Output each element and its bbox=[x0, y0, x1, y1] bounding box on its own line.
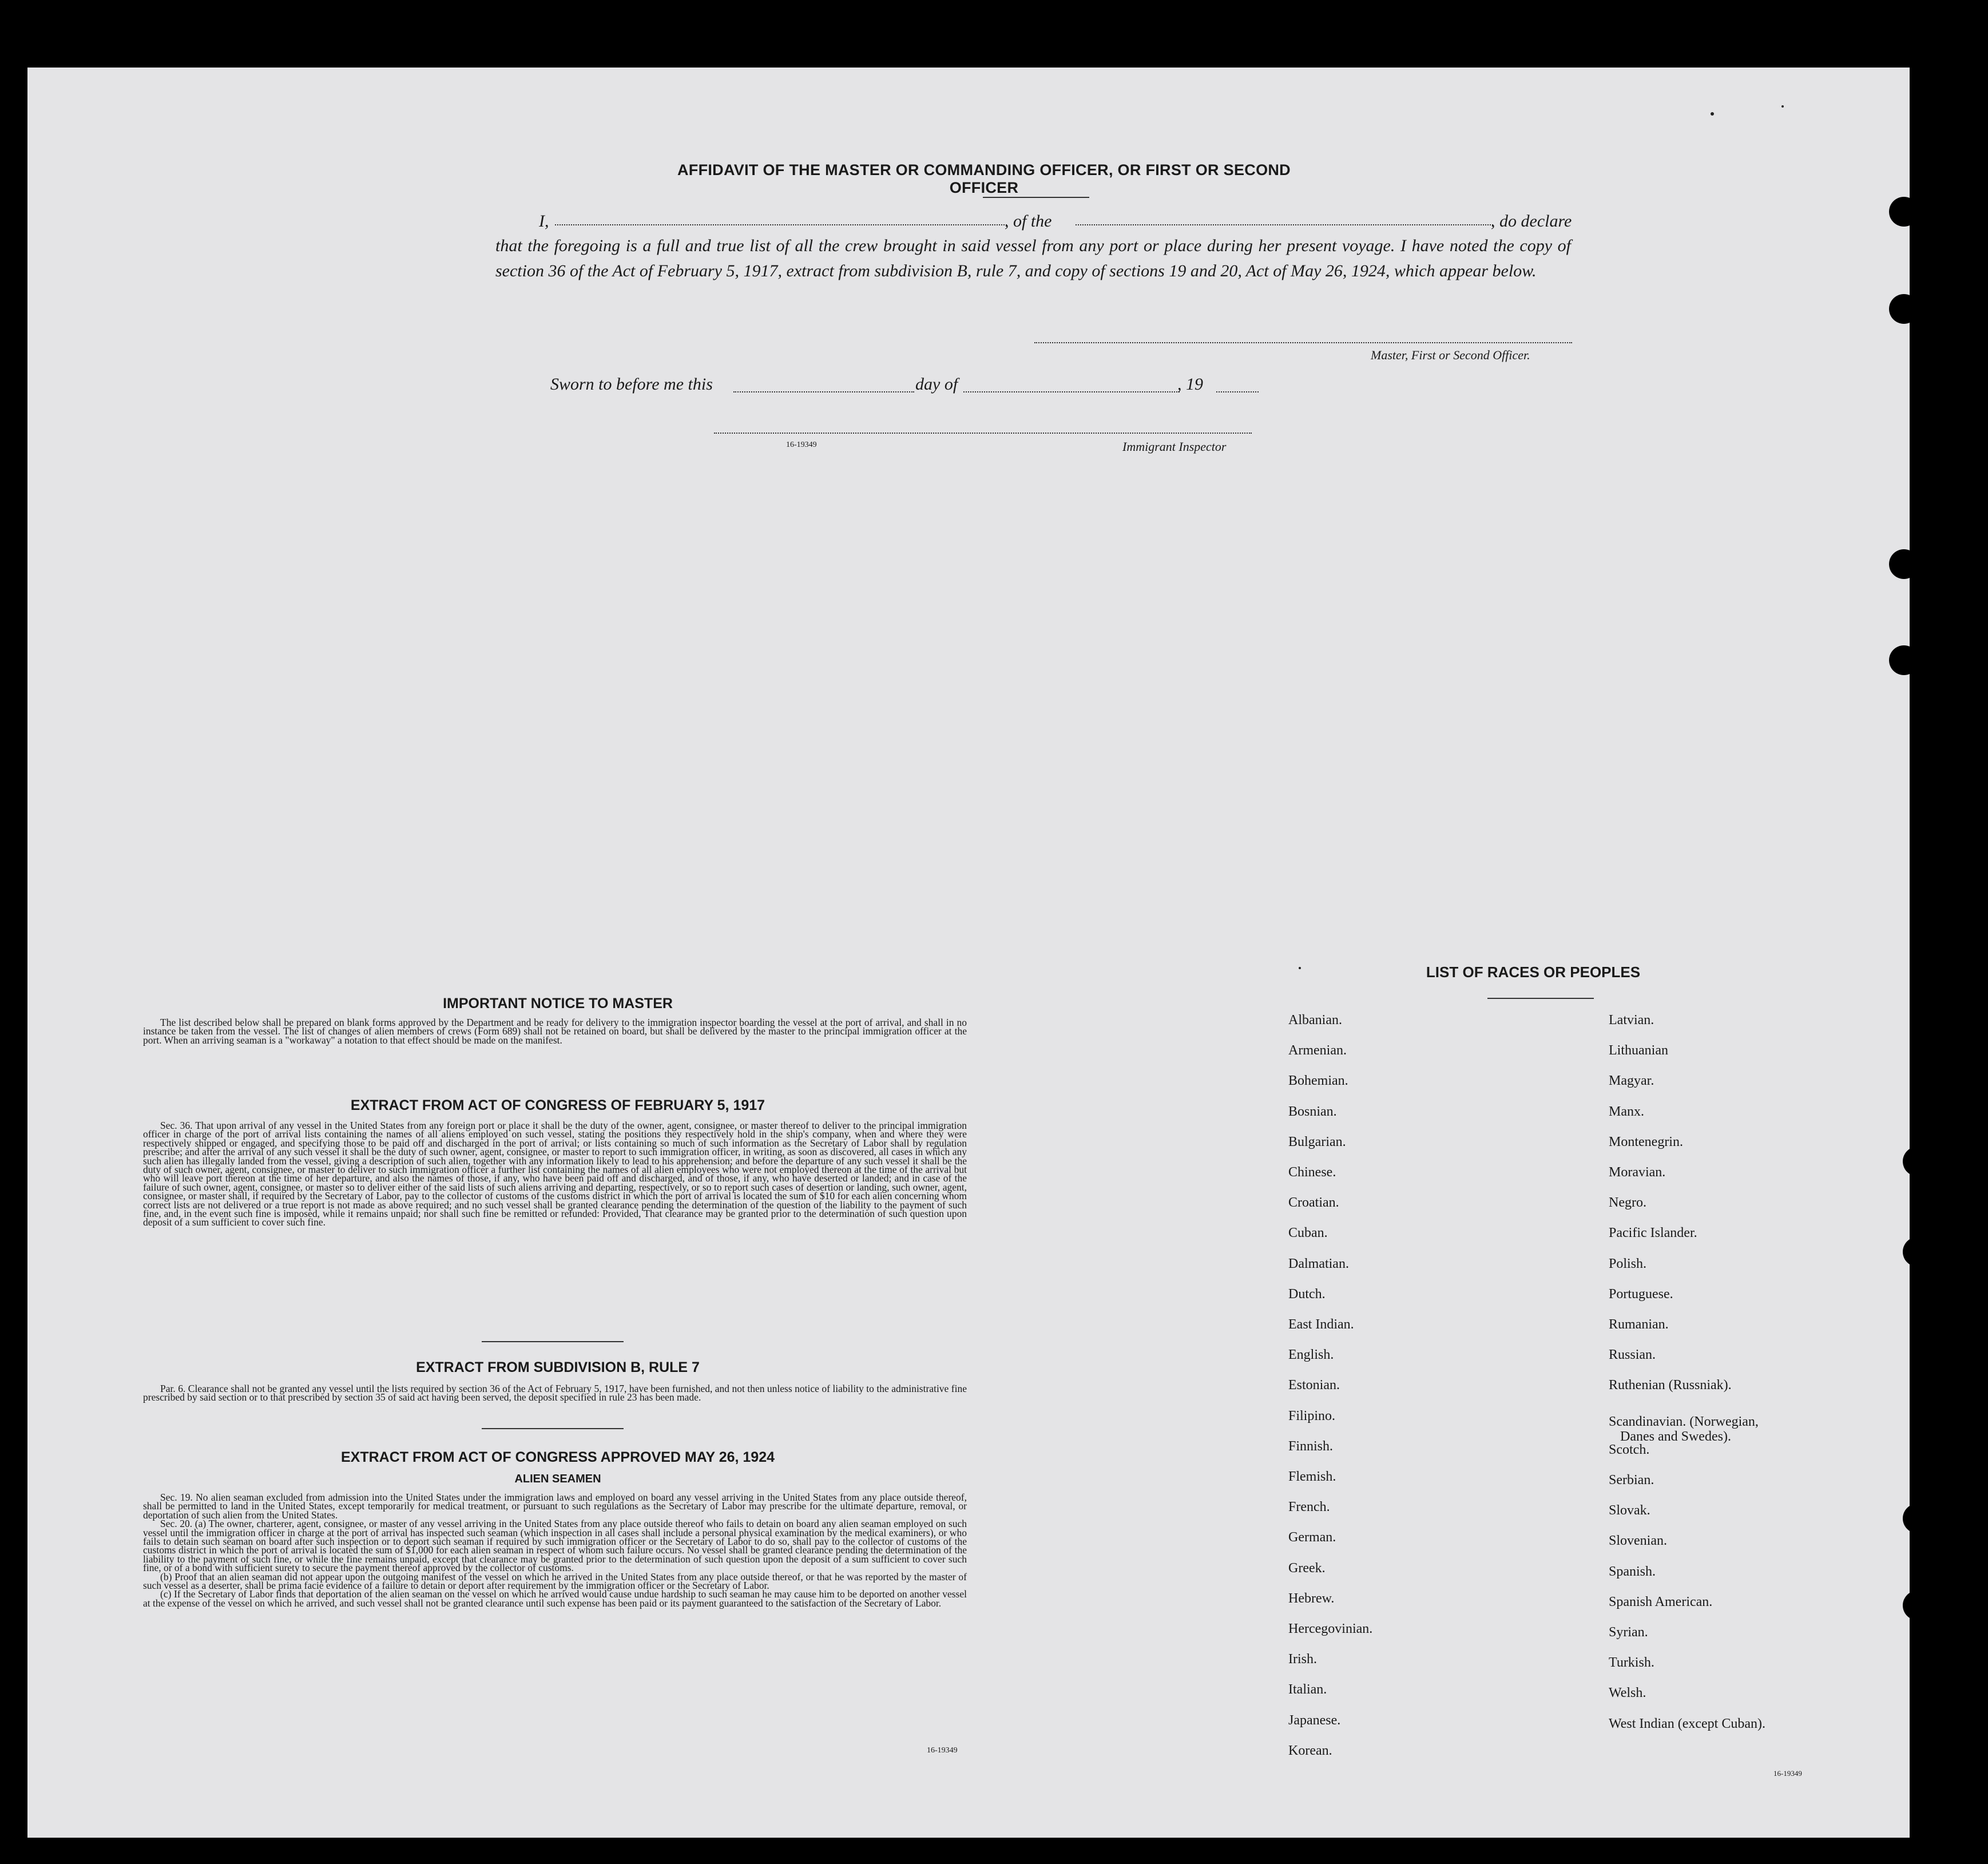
race-item: Flemish. bbox=[1288, 1469, 1336, 1484]
extract-1917-block bbox=[143, 1121, 967, 1227]
race-item: Moravian. bbox=[1609, 1165, 1666, 1180]
race-item: Magyar. bbox=[1609, 1073, 1654, 1089]
race-item: Bosnian. bbox=[1288, 1104, 1337, 1119]
race-item: German. bbox=[1288, 1530, 1336, 1545]
sec-20b-text: (b) Proof that an alien seaman did not appear upon the outgoing manifest of the vessel on which he arrived in the United States from any place outside thereof, or that he was reported by the master of such vessel as a deserter, shall be prima facie evidence of a failure to detain or deport after requirement by the immigration officer or the Secretary of Labor. bbox=[143, 1570, 967, 1592]
section-divider bbox=[482, 1428, 624, 1429]
sec-20a-text: Sec. 20. (a) The owner, charterer, agent, consignee, or master of any vessel arriving in the United States from any place outside thereof who fails to detain on board any alien seaman employed on such vessel until the immigration officer in charge at the port of arrival has inspected such seaman (which inspection in all cases shall include a personal physical examination by the medical examiners), or who fails to detain such seaman on board after such inspection or to deport such seaman if required by such immigration officer or the Secretary of Labor to do so, shall pay to the collector of customs of the customs district in which the port of arrival is located the sum of $1,000 for each alien seaman in respect of whom such failure occurs. No vessel shall be granted clearance pending the determination of the liability to the payment of such fine, or while the fine remains unpaid, except that clearance may be granted prior to the determination of such question upon the deposit of a sum sufficient to cover such fine, or of a bond with sufficient surety to secure the payment thereof approved by the collector of customs. bbox=[143, 1518, 967, 1574]
race-item: Danes and Swedes). bbox=[1620, 1429, 1731, 1444]
affidavit-declare-label: , do declare bbox=[1491, 212, 1572, 231]
notice-title: IMPORTANT NOTICE TO MASTER bbox=[443, 996, 673, 1012]
sworn-year-line bbox=[1216, 391, 1259, 392]
race-item: Syrian. bbox=[1609, 1625, 1648, 1640]
race-item: Dalmatian. bbox=[1288, 1256, 1349, 1271]
extract-form-number: 16-19349 bbox=[927, 1746, 958, 1755]
day-of-label: day of bbox=[915, 375, 958, 394]
speck bbox=[1711, 112, 1714, 116]
race-item: Scandinavian. (Norwegian, bbox=[1609, 1414, 1759, 1429]
races-form-number: 16-19349 bbox=[1773, 1769, 1802, 1778]
affidavit-title: AFFIDAVIT OF THE MASTER OR COMMANDING OFFICER, OR FIRST OR SECOND OFFICER bbox=[677, 161, 1291, 196]
race-item: Finnish. bbox=[1288, 1438, 1334, 1454]
punch-hole bbox=[1889, 645, 1919, 675]
extract-rule7-block bbox=[143, 1385, 967, 1402]
vessel-field-line bbox=[1076, 224, 1493, 225]
extract-1917-title: EXTRACT FROM ACT OF CONGRESS OF FEBRUARY 5, 1917 bbox=[350, 1097, 765, 1113]
punch-hole bbox=[1903, 1591, 1933, 1620]
race-item: Dutch. bbox=[1288, 1286, 1326, 1302]
race-item: Spanish. bbox=[1609, 1564, 1656, 1579]
race-item: Montenegrin. bbox=[1609, 1134, 1683, 1149]
race-item: French. bbox=[1288, 1500, 1330, 1515]
notice-text-block bbox=[143, 1018, 967, 1045]
affidavit-form-number: 16-19349 bbox=[786, 441, 817, 449]
race-item: Slovenian. bbox=[1609, 1533, 1667, 1549]
punch-hole bbox=[1903, 1504, 1933, 1533]
race-item: Spanish American. bbox=[1609, 1594, 1713, 1609]
punch-hole bbox=[1889, 197, 1919, 227]
inspector-caption: Immigrant Inspector bbox=[1122, 439, 1227, 454]
affidavit-i-label: I, bbox=[539, 212, 549, 231]
race-item: Pacific Islander. bbox=[1609, 1226, 1697, 1241]
race-item: Manx. bbox=[1609, 1104, 1644, 1119]
section-divider bbox=[482, 1341, 624, 1342]
name-field-line bbox=[555, 224, 1007, 225]
races-title: LIST OF RACES OR PEOPLES bbox=[1426, 963, 1641, 981]
race-item: Slovak. bbox=[1609, 1503, 1650, 1518]
race-item: Polish. bbox=[1609, 1256, 1647, 1271]
race-item: Russian. bbox=[1609, 1347, 1656, 1363]
races-title-rule bbox=[1487, 998, 1594, 999]
race-item: Bulgarian. bbox=[1288, 1134, 1346, 1149]
race-item: Ruthenian (Russniak). bbox=[1609, 1378, 1732, 1393]
extract-1924-title: EXTRACT FROM ACT OF CONGRESS APPROVED MAY 26, 1924 bbox=[340, 1449, 775, 1465]
race-item: Hebrew. bbox=[1288, 1591, 1335, 1606]
sec-20c-text: (c) If the Secretary of Labor finds that deportation of the alien seaman on the vessel on which he arrived would cause undue hardship to such seaman he may cause him to be deported on another vessel at the expense of the vessel on which he arrived, and such vessel shall not be granted clearance until such expense has been paid or its payment guaranteed to the satisfaction of the Secretary of Labor. bbox=[143, 1588, 967, 1609]
race-item: Croatian. bbox=[1288, 1195, 1339, 1211]
race-item: Rumanian. bbox=[1609, 1317, 1669, 1332]
punch-hole bbox=[1889, 549, 1919, 579]
race-item: Estonian. bbox=[1288, 1378, 1340, 1393]
par-6-text: Par. 6. Clearance shall not be granted any vessel until the lists required by section 36 of the Act of February 5, 1917, have been furnished, and not then unless notice of liability to the administrative fine prescribed by said section or to that prescribed by section 35 of said act having been served, the deposit specified in rule 23 has been made. bbox=[143, 1383, 967, 1403]
race-item: Japanese. bbox=[1288, 1712, 1341, 1728]
affidavit-of-the-label: , of the bbox=[1005, 212, 1052, 231]
master-caption: Master, First or Second Officer. bbox=[1371, 348, 1530, 362]
race-item: Armenian. bbox=[1288, 1043, 1347, 1058]
punch-hole bbox=[1889, 294, 1919, 324]
punch-hole bbox=[1903, 1237, 1933, 1267]
race-item: Hercegovinian. bbox=[1288, 1621, 1373, 1636]
extract-1924-block bbox=[143, 1493, 967, 1608]
race-item: Greek. bbox=[1288, 1560, 1326, 1576]
affidavit-body-text: that the foregoing is a full and true list of all the crew brought in said vessel from any port or place during her present voyage. I have noted the copy of section 36 of the Act of February 5, 1917, extract from subdivision B, rule 7, and copy of sections 19 and 20, Act of May 26, 1924, which appear below. bbox=[495, 236, 1571, 280]
punch-hole bbox=[1903, 1147, 1933, 1176]
race-item: Serbian. bbox=[1609, 1473, 1654, 1488]
speck bbox=[1299, 967, 1301, 969]
race-item: Welsh. bbox=[1609, 1685, 1646, 1701]
affidavit-body bbox=[495, 233, 1571, 284]
race-item: Bohemian. bbox=[1288, 1073, 1348, 1089]
race-item: Turkish. bbox=[1609, 1655, 1654, 1671]
race-item: Korean. bbox=[1288, 1743, 1332, 1758]
race-item: Latvian. bbox=[1609, 1013, 1654, 1028]
race-item: Cuban. bbox=[1288, 1226, 1328, 1241]
race-item: Chinese. bbox=[1288, 1165, 1336, 1180]
race-item: Lithuanian bbox=[1609, 1043, 1668, 1058]
extract-rule7-title: EXTRACT FROM SUBDIVISION B, RULE 7 bbox=[416, 1359, 700, 1375]
race-item: Irish. bbox=[1288, 1652, 1317, 1667]
sworn-month-line bbox=[963, 391, 1180, 392]
inspector-signature-line bbox=[714, 433, 1252, 434]
alien-seamen-subtitle: ALIEN SEAMEN bbox=[514, 1473, 601, 1485]
race-item: Negro. bbox=[1609, 1195, 1646, 1211]
race-item: English. bbox=[1288, 1347, 1334, 1363]
race-item: West Indian (except Cuban). bbox=[1609, 1716, 1765, 1731]
race-item: Portuguese. bbox=[1609, 1286, 1673, 1302]
race-item: Italian. bbox=[1288, 1682, 1327, 1698]
title-rule bbox=[983, 197, 1089, 198]
sec-19-text: Sec. 19. No alien seaman excluded from admission into the United States under the immigration laws and employed on board any vessel arriving in the United States from any place outside thereof, shall be permitted to land in the United States, except temporarily for medical treatment, or pursuant to such regulations as the Secretary of Labor may prescribe for the ultimate departure, removal, or deportation of such alien from the United States. bbox=[143, 1492, 967, 1521]
master-signature-line bbox=[1034, 342, 1572, 343]
year-prefix-label: , 19 bbox=[1177, 375, 1203, 394]
race-item: Albanian. bbox=[1288, 1013, 1342, 1028]
notice-text: The list described below shall be prepared on blank forms approved by the Department and be ready for delivery to the immigration inspector boarding the vessel at the port of arrival, and shall in no instance be taken from the vessel. The list of changes of alien members of crews (Form 689) shall not be retained on board, but shall be delivered by the master to the principal immigration officer at the port. When an arriving seaman is a "workaway" a notation to that effect should be made on the manifest. bbox=[143, 1017, 967, 1046]
speck bbox=[1781, 105, 1784, 108]
sworn-day-line bbox=[733, 391, 914, 392]
race-item: East Indian. bbox=[1288, 1317, 1354, 1332]
race-item: Filipino. bbox=[1288, 1408, 1336, 1423]
sec-36-text: Sec. 36. That upon arrival of any vessel in the United States from any foreign port or place it shall be the duty of the owner, agent, consignee, or master thereof to deliver to the principal immigration officer in charge of the port of arrival lists containing the names of all aliens employed on such vessel, stating the positions they respectively hold in the ship's company, when and where they were respectively shipped or engaged, and specifying those to be paid off and discharged in the port of arrival; or lists containing so much of such information as the Secretary of Labor shall by regulation prescribe; and after the arrival of any such vessel it shall be the duty of such owner, agent, consignee, or master to report to such immigration officer, in writing, as soon as discovered, all cases in which any such alien has illegally landed from the vessel, giving a description of such alien, together with any information likely to lead to his apprehension; and before the departure of any such vessel it shall be the duty of such owner, agent, consignee, or master to deliver to such immigration officer a further list containing the names of all alien employees who were not employed thereon at the time of the arrival but who will leave port thereon at the time of her departure, and also the names of those, if any, who have been paid off and discharged, and of those, if any, who have deserted or landed; and in case of the failure of such owner, agent, consignee, or master so to deliver either of the said lists of such aliens arriving and departing, respectively, or so to report such cases of desertion or landing, such owner, agent, consignee, or master shall, if required by the Secretary of Labor, pay to the collector of customs of the customs district in which the port of arrival is located the sum of $10 for each alien concerning whom correct lists are not delivered or a true report is not made as above required; and no such vessel shall be granted clearance pending the determination of the question of the liability to the payment of such fine, and, in the event such fine is imposed, while it remains unpaid; nor shall such fine be remitted or refunded: Provided, That clearance may be granted prior to the determination of such question upon deposit of a sum sufficient to cover such fine. bbox=[143, 1120, 967, 1228]
sworn-label: Sworn to before me this bbox=[550, 375, 713, 394]
race-item: Scotch. bbox=[1609, 1442, 1650, 1457]
